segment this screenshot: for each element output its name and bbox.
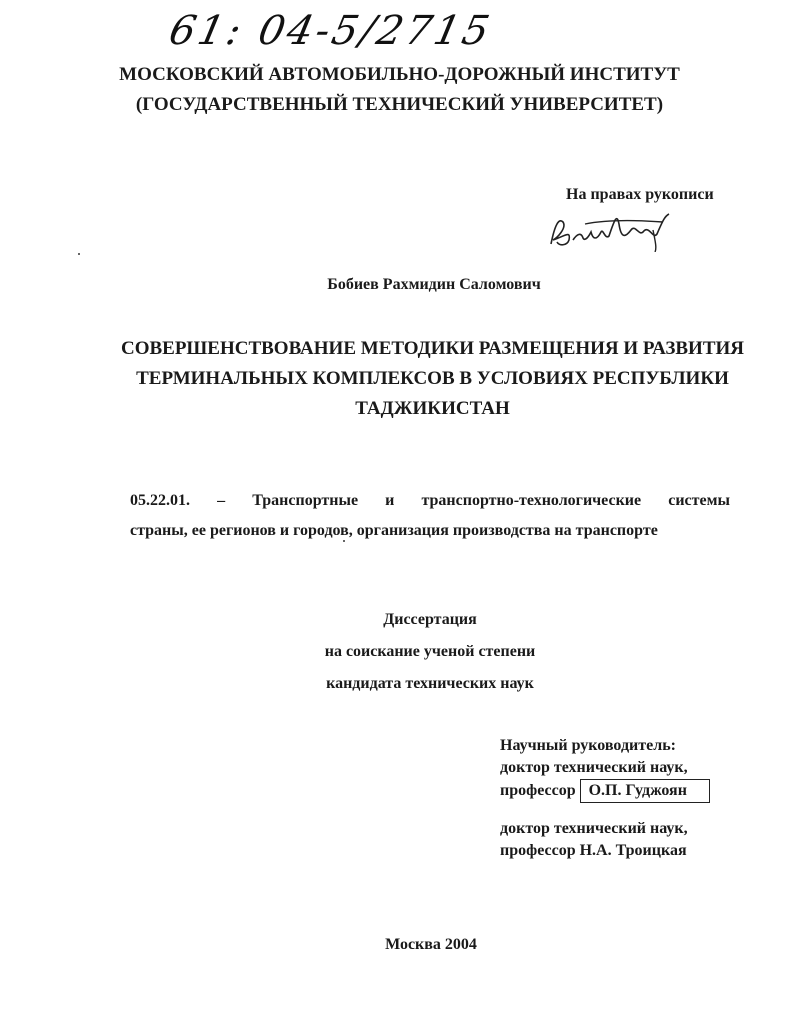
author-name: Бобиев Рахмидин Саломович [327,276,541,293]
title-line: ТАДЖИКИСТАН [355,398,510,419]
advisor-title: профессор [500,782,576,799]
manuscript-rights-note: На правах рукописи [566,186,714,203]
co-advisor-block [500,818,688,862]
specialty-line: страны, ее регионов и городов, организация производства на транспорте [130,522,658,539]
degree-line: на соискание ученой степени [324,643,536,660]
city-year: Москва 2004 [385,936,477,953]
specialty-line: 05.22.01. – Транспортные и транспортно-технологические системы [130,492,730,509]
specialty-code [130,486,730,546]
co-advisor-degree: доктор технический наук, [500,820,688,837]
handwritten-signature [545,210,675,252]
degree-field: кандидата технических наук [326,675,534,692]
scan-speck [343,540,345,542]
institute-subtitle: (ГОСУДАРСТВЕННЫЙ ТЕХНИЧЕСКИЙ УНИВЕРСИТЕТ) [135,94,664,115]
title-line: СОВЕРШЕНСТВОВАНИЕ МЕТОДИКИ РАЗМЕЩЕНИЯ И РАЗВИТИЯ [120,338,745,359]
advisor-name-box: О.П. Гуджоян [580,779,710,803]
dissertation-title [100,334,765,424]
co-advisor-name: профессор Н.А. Троицкая [500,842,687,859]
title-line: ТЕРМИНАЛЬНЫХ КОМПЛЕКСОВ В УСЛОВИЯХ РЕСПУБЛИКИ [136,368,729,389]
scan-speck [78,253,80,255]
advisor-heading: Научный руководитель: [500,737,676,754]
handwritten-catalog-number: 61: 04-5/2715 [165,8,497,54]
advisor-degree: доктор технический наук, [500,759,688,776]
scientific-advisor-block [500,735,710,803]
dissertation-type [0,604,799,700]
institute-name: МОСКОВСКИЙ АВТОМОБИЛЬНО-ДОРОЖНЫЙ ИНСТИТУТ [119,64,680,85]
dissertation-label: Диссертация [383,611,477,628]
